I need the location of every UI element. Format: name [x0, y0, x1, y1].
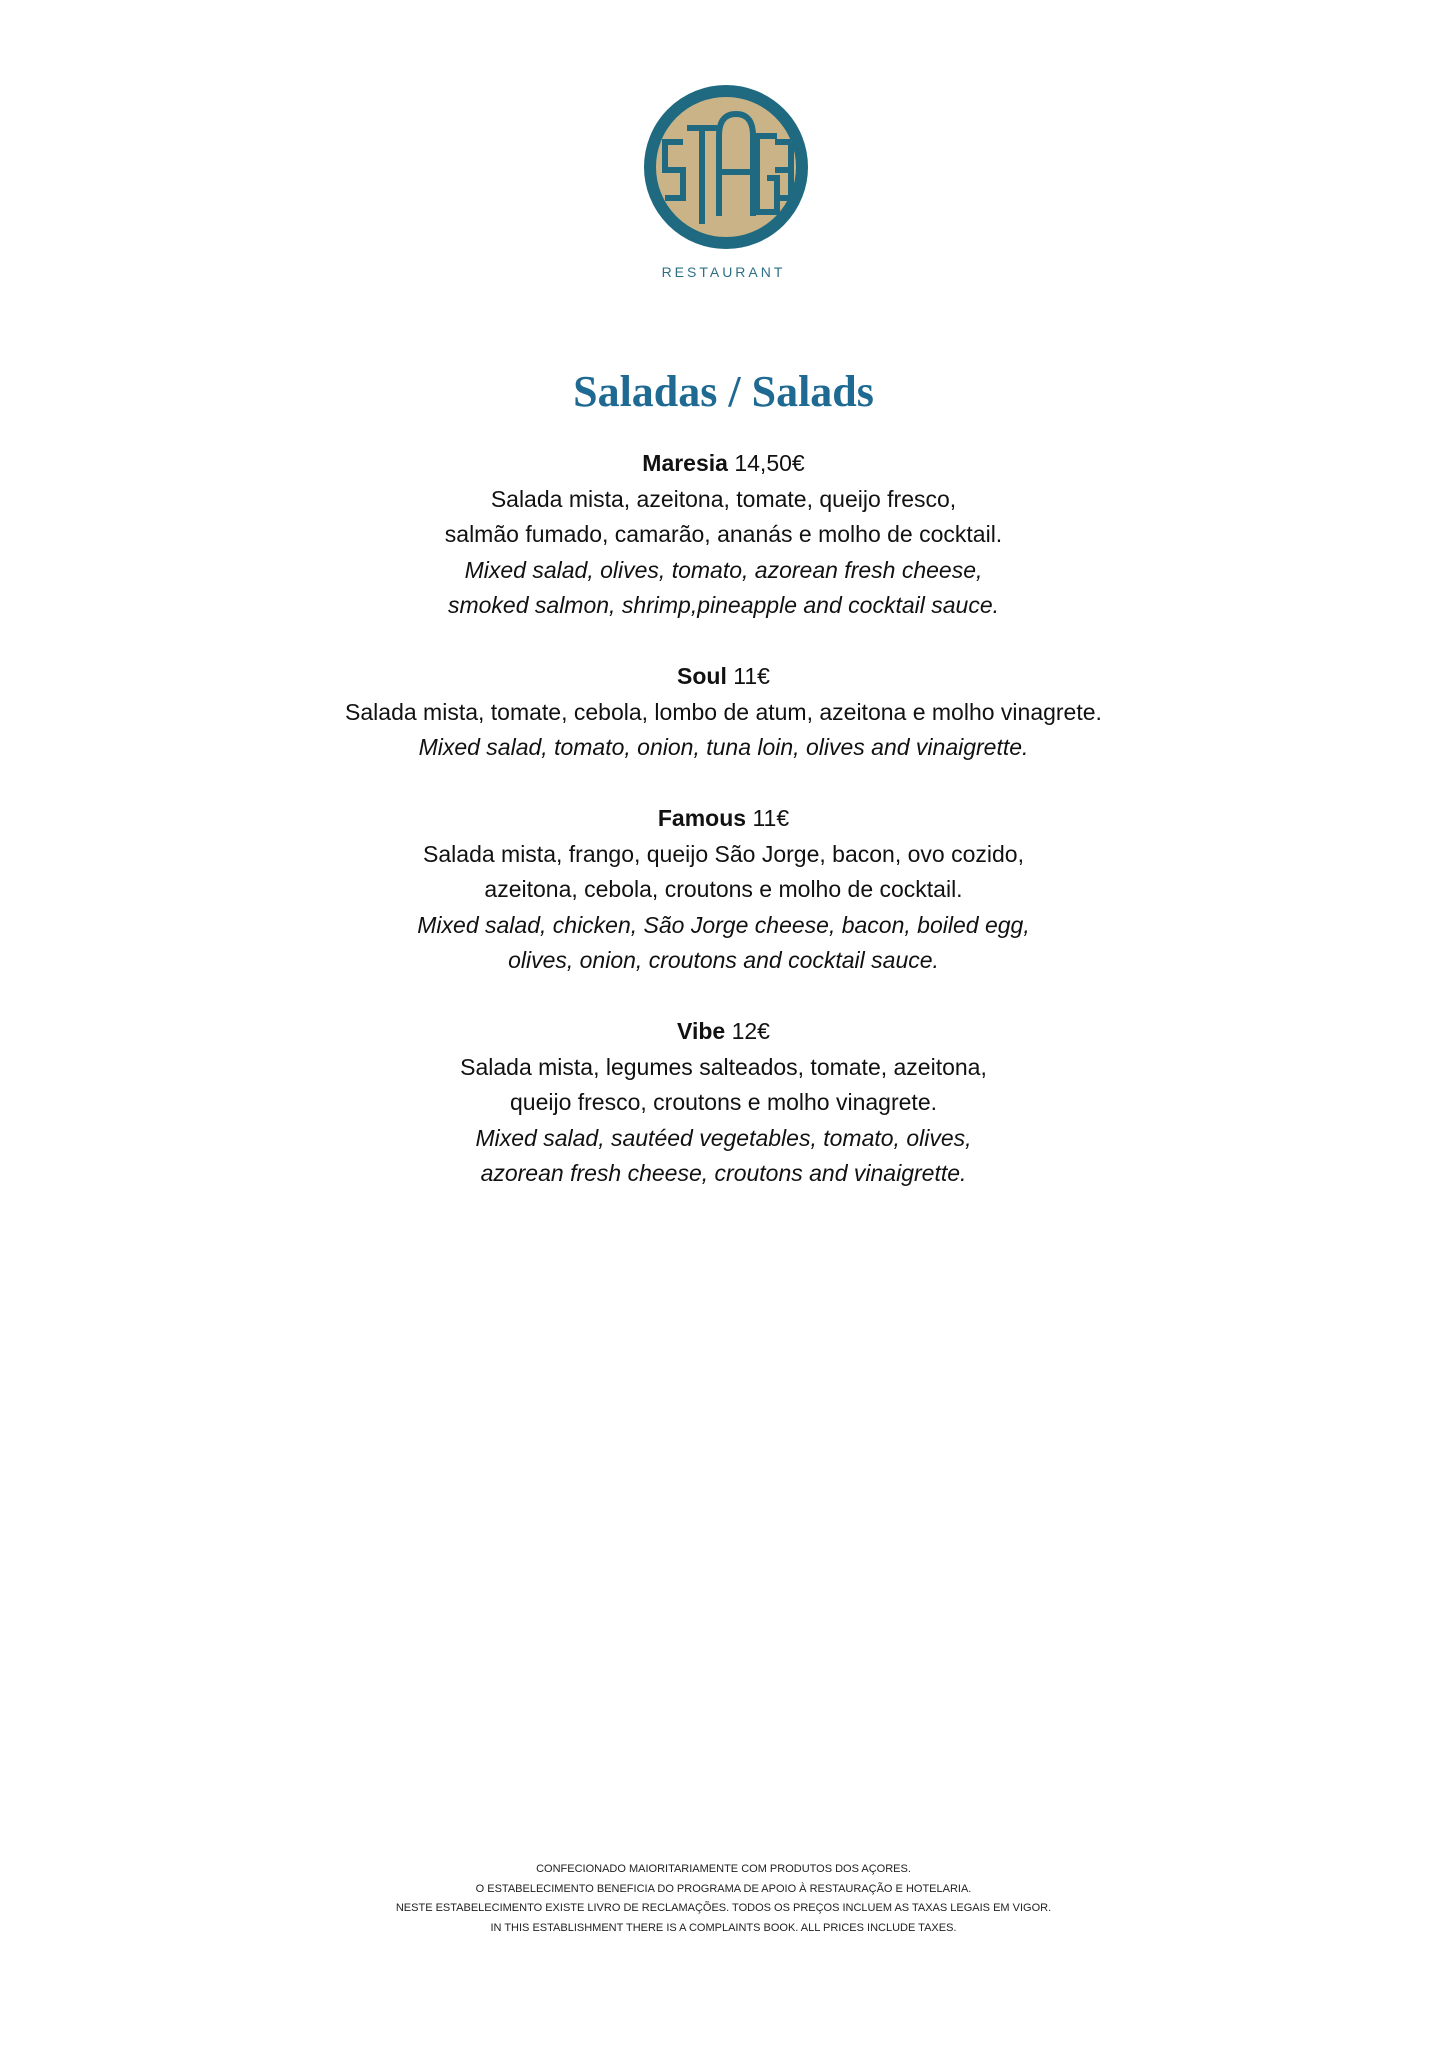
footer-line: CONFECIONADO MAIORITARIAMENTE COM PRODUTOS DOS AÇORES.: [536, 1863, 911, 1875]
footer-line: NESTE ESTABELECIMENTO EXISTE LIVRO DE RECLAMAÇÕES. TODOS OS PREÇOS INCLUEM AS TAXAS LEGAIS EM VIGOR.: [395, 1902, 1052, 1914]
item-name: Maresia: [642, 450, 728, 476]
item-description-en: Mixed salad, chicken, São Jorge cheese, bacon, boiled egg,: [417, 911, 1030, 938]
item-description-pt: Salada mista, azeitona, tomate, queijo fresco,: [490, 485, 957, 512]
section-title: Saladas / Salads: [573, 367, 874, 416]
brand-subtitle: RESTAURANT: [661, 264, 786, 280]
item-description-en: azorean fresh cheese, croutons and vinaigrette.: [480, 1160, 967, 1186]
item-header: [0, 446, 1447, 482]
item-header: [0, 1014, 1447, 1050]
item-description-pt: salmão fumado, camarão, ananás e molho de cocktail.: [444, 521, 1003, 547]
item-description-en: Mixed salad, olives, tomato, azorean fresh cheese,: [464, 556, 983, 583]
item-header: [0, 659, 1447, 695]
item-description-pt: queijo fresco, croutons e molho vinagrete.: [509, 1089, 938, 1115]
item-description-pt: Salada mista, legumes salteados, tomate, azeitona,: [460, 1053, 987, 1080]
item-price: 11€: [752, 805, 790, 831]
item-description-pt: Salada mista, tomate, cebola, lombo de atum, azeitona e molho vinagrete.: [345, 698, 1102, 725]
item-price: 11€: [733, 663, 770, 689]
item-description-pt: Salada mista, frango, queijo São Jorge, bacon, ovo cozido,: [423, 840, 1024, 867]
footer-line: IN THIS ESTABLISHMENT THERE IS A COMPLAINTS BOOK. ALL PRICES INCLUDE TAXES.: [490, 1921, 957, 1934]
item-description-en: olives, onion, croutons and cocktail sauce.: [508, 947, 939, 973]
stage-logo-icon: [643, 84, 809, 250]
item-description-en: Mixed salad, tomato, onion, tuna loin, olives and vinaigrette.: [418, 734, 1029, 760]
item-price: 12€: [731, 1018, 770, 1044]
item-name: Vibe: [677, 1018, 726, 1044]
item-description-pt: azeitona, cebola, croutons e molho de cocktail.: [484, 876, 963, 902]
item-description-en: smoked salmon, shrimp,pineapple and cocktail sauce.: [447, 592, 999, 618]
legal-footer: [0, 1860, 1447, 1938]
menu-item-maresia: [0, 446, 1447, 624]
item-header: [0, 801, 1447, 837]
item-name: Soul: [677, 663, 727, 689]
item-price: 14,50€: [734, 450, 805, 476]
item-name: Famous: [657, 805, 747, 831]
footer-line: O ESTABELECIMENTO BENEFICIA DO PROGRAMA DE APOIO À RESTAURAÇÃO E HOTELARIA.: [475, 1882, 972, 1895]
menu-item-soul: [0, 659, 1447, 766]
menu-item-vibe: [0, 1014, 1447, 1192]
menu-list: [0, 446, 1447, 1227]
logo-wordmark: [643, 250, 644, 251]
stage-logo: [643, 84, 809, 250]
item-description-en: Mixed salad, sautéed vegetables, tomato, olives,: [475, 1124, 972, 1151]
menu-item-famous: [0, 801, 1447, 979]
